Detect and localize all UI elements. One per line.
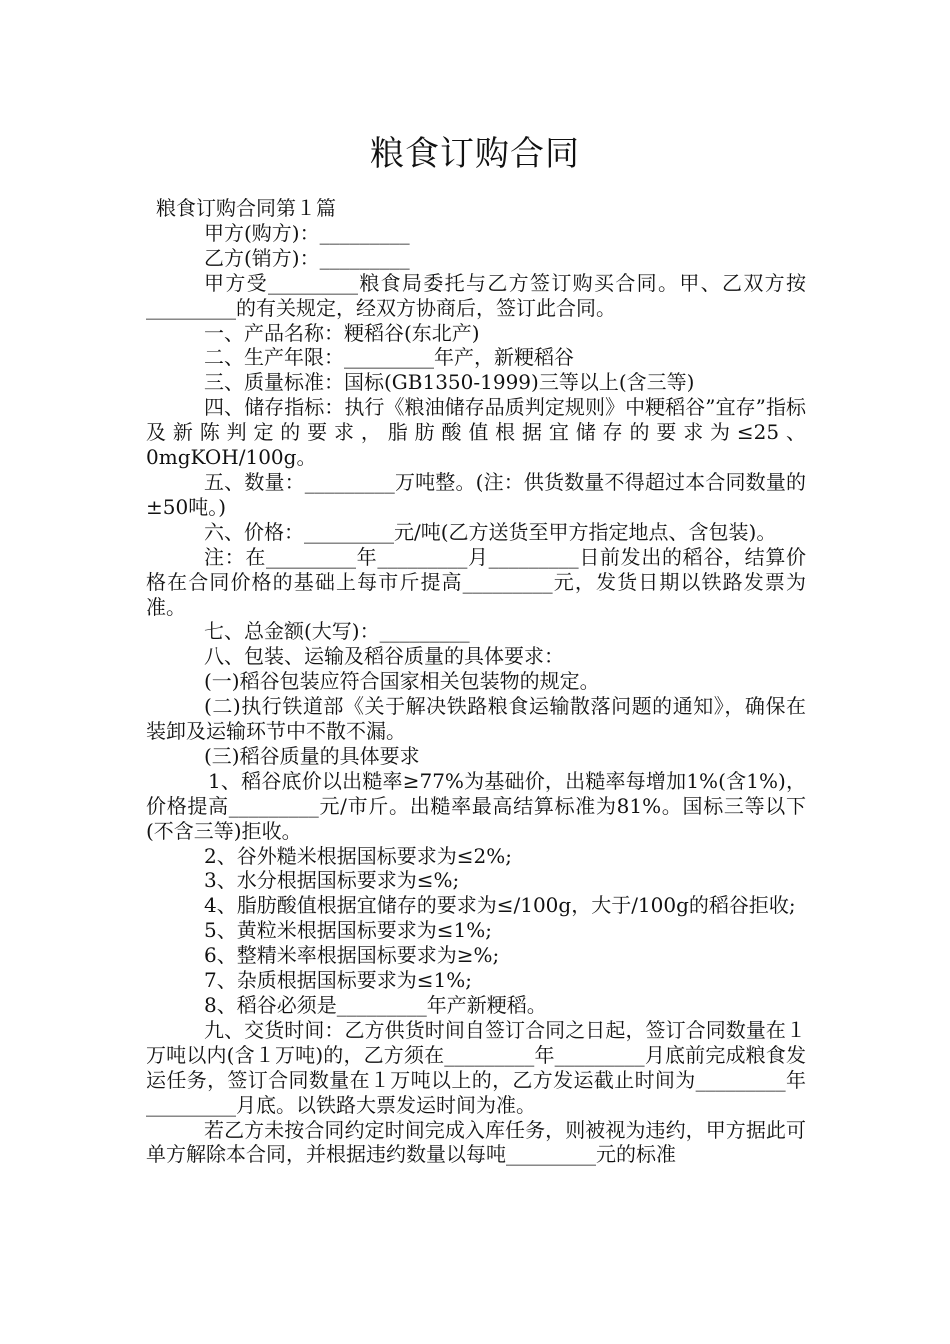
preamble-paragraph: 甲方受_________粮食局委托与乙方签订购买合同。甲、乙双方按_________的有关规定，经双方协商后，签订此合同。 [146, 270, 806, 320]
clause-storage-index: 四、储存指标：执行《粮油储存品质判定规则》中粳稻谷”宜存”指标及新陈判定的要求，脂肪酸值根据宜储存的要求为≤25、0mgKOH/100g。 [146, 395, 806, 470]
clause-quality-standard: 三、质量标准：国标(GB1350-1999)三等以上(含三等) [204, 370, 695, 395]
quality-item-5: 5、黄粒米根据国标要求为≤1%; [204, 918, 492, 943]
clause-total-amount: 七、总金额(大写)：_________ [204, 619, 470, 644]
clause-packaging-heading: 八、包装、运输及稻谷质量的具体要求： [204, 644, 564, 669]
quality-item-1: 1、稻谷底价以出糙率≥77%为基础价，出糙率每增加1%(含1%)，价格提高_________元/市斤。出糙率最高结算标准为81%。国标三等以下(不含三等)拒收。 [146, 768, 806, 843]
breach-paragraph: 若乙方未按合同约定时间完成入库任务，则被视为违约，甲方据此可单方解除本合同，并根据违约数量以每吨_________元的标准 [146, 1117, 806, 1167]
quality-item-4: 4、脂肪酸值根据宜储存的要求为≤/100g，大于/100g的稻谷拒收; [204, 893, 796, 918]
party-a-line: 甲方(购方)：_________ [204, 220, 410, 245]
sub-clause-quality-heading: (三)稻谷质量的具体要求 [204, 743, 420, 768]
quality-item-3: 3、水分根据国标要求为≤%; [204, 868, 460, 893]
document-body [146, 196, 806, 1167]
clause-delivery-time: 九、交货时间：乙方供货时间自签订合同之日起，签订合同数量在１万吨以内(含１万吨)的，乙方须在_________年_________月底前完成粮食发运任务，签订合同数量在１万吨以上的，乙方发运截止时间为_________年_________月底。以铁路大票发运时间为准。 [146, 1017, 806, 1117]
clause-quantity: 五、数量：_________万吨整。(注：供货数量不得超过本合同数量的±50吨。) [146, 469, 806, 519]
price-note: 注：在_________年_________月_________日前发出的稻谷，结算价格在合同价格的基础上每市斤提高_________元，发货日期以铁路发票为准。 [146, 544, 806, 619]
quality-item-2: 2、谷外糙米根据国标要求为≤2%; [204, 843, 512, 868]
sub-clause-transport: (二)执行铁道部《关于解决铁路粮食运输散落问题的通知》，确保在装卸及运输环节中不散不漏。 [146, 694, 806, 744]
clause-production-year: 二、生产年限：_________年产，新粳稻谷 [204, 345, 574, 370]
quality-item-8: 8、稻谷必须是_________年产新粳稻。 [204, 993, 547, 1017]
clause-price: 六、价格：_________元/吨(乙方送货至甲方指定地点、含包装)。 [204, 519, 777, 544]
sub-clause-packaging: (一)稻谷包装应符合国家相关包装物的规定。 [204, 669, 600, 694]
quality-item-6: 6、整精米率根据国标要求为≥%; [204, 943, 500, 968]
section-heading: 粮食订购合同第１篇 [156, 196, 336, 220]
clause-product-name: 一、产品名称：粳稻谷(东北产) [204, 320, 480, 345]
document-title: 粮食订购合同 [370, 134, 580, 174]
quality-item-7: 7、杂质根据国标要求为≤1%; [204, 968, 472, 993]
party-b-line: 乙方(销方)：_________ [204, 245, 410, 270]
